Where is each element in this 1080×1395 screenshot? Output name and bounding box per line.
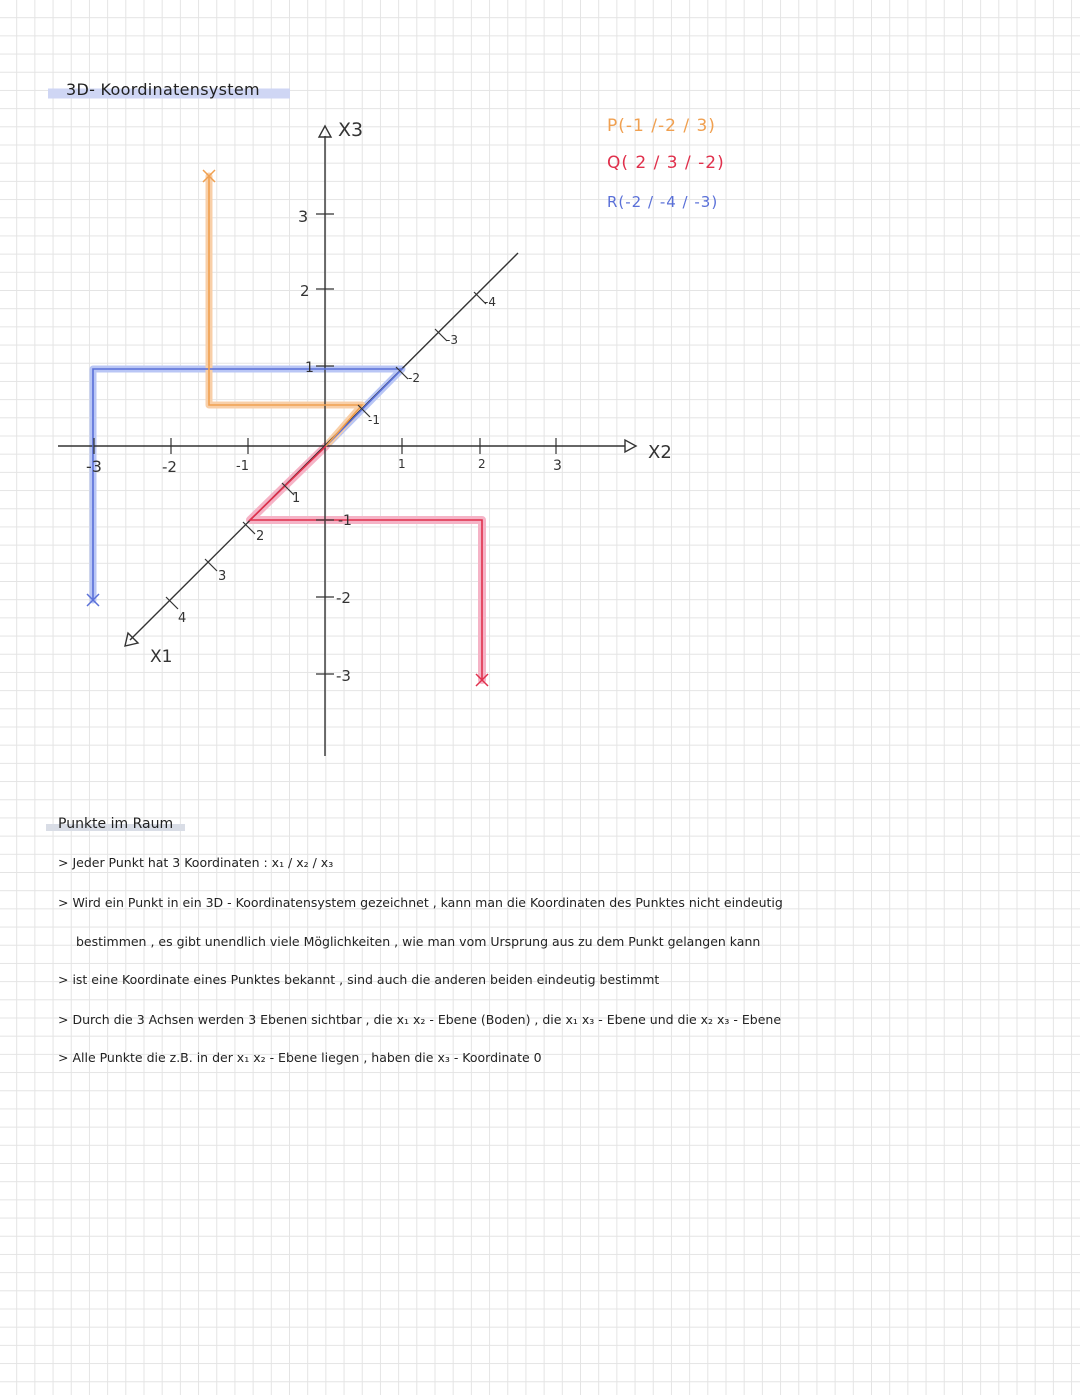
x1-tick-label: -4 [484, 295, 496, 309]
page-title: 3D- Koordinatensystem [48, 78, 290, 101]
x2-tick-label: -1 [236, 459, 249, 474]
x1-axis-label: X1 [150, 647, 173, 667]
note-line: > Wird ein Punkt in ein 3D - Koordinatensystem gezeichnet , kann man die Koordinaten des Punktes nicht eindeutig [58, 895, 783, 910]
x2-tick-label: 1 [398, 457, 406, 471]
note-line: > ist eine Koordinate eines Punktes bekannt , sind auch die anderen beiden eindeutig bestimmt [58, 972, 660, 987]
x1-tick-label: 1 [292, 491, 301, 506]
x3-tick-label: -1 [338, 513, 352, 529]
x1-tick-label: 3 [218, 569, 227, 584]
note-line: bestimmen , es gibt unendlich viele Möglichkeiten , wie man vom Ursprung aus zu dem Punkt gelangen kann [76, 934, 761, 949]
x1-tick-label: -2 [408, 371, 420, 385]
x3-tick-label: 1 [305, 360, 314, 376]
note-line: > Durch die 3 Achsen werden 3 Ebenen sichtbar , die x₁ x₂ - Ebene (Boden) , die x₁ x₃ - Ebene und die x₂ x₃ - Ebene [58, 1012, 782, 1027]
note-line: > Alle Punkte die z.B. in der x₁ x₂ - Ebene liegen , haben die x₃ - Koordinate 0 [58, 1050, 542, 1065]
x1-tick-label: 2 [256, 529, 265, 544]
path-orange [209, 176, 362, 446]
x2-tick-label: -3 [86, 457, 102, 476]
x2-axis-label: X2 [648, 442, 672, 463]
pink-path-highlight [250, 446, 482, 680]
x2-tick-label: 3 [553, 458, 562, 474]
note-line: > Jeder Punkt hat 3 Koordinaten : x₁ / x₂ / x₃ [58, 855, 334, 870]
x3-axis-label: X3 [338, 119, 364, 141]
x1-tick-label: -1 [368, 413, 380, 427]
x3-tick-label: 3 [298, 207, 309, 226]
axes [58, 136, 625, 756]
x2-tick-label: 2 [478, 457, 486, 471]
point-p-label: P(-1 /-2 / 3) [607, 116, 716, 136]
x3-tick-label: -3 [336, 667, 351, 685]
point-q-label: Q( 2 / 3 / -2) [607, 153, 725, 173]
x3-tick-label: 2 [300, 282, 310, 300]
section-title: Punkte im Raum [46, 815, 185, 833]
point-r-label: R(-2 / -4 / -3) [607, 193, 719, 211]
x3-tick-label: -2 [336, 589, 351, 607]
x1-tick-label: 4 [178, 611, 187, 626]
x1-tick-label: -3 [446, 333, 458, 347]
x3-arrow-icon [319, 126, 331, 137]
x2-arrow-icon [625, 440, 636, 452]
x2-tick-label: -2 [162, 458, 177, 476]
